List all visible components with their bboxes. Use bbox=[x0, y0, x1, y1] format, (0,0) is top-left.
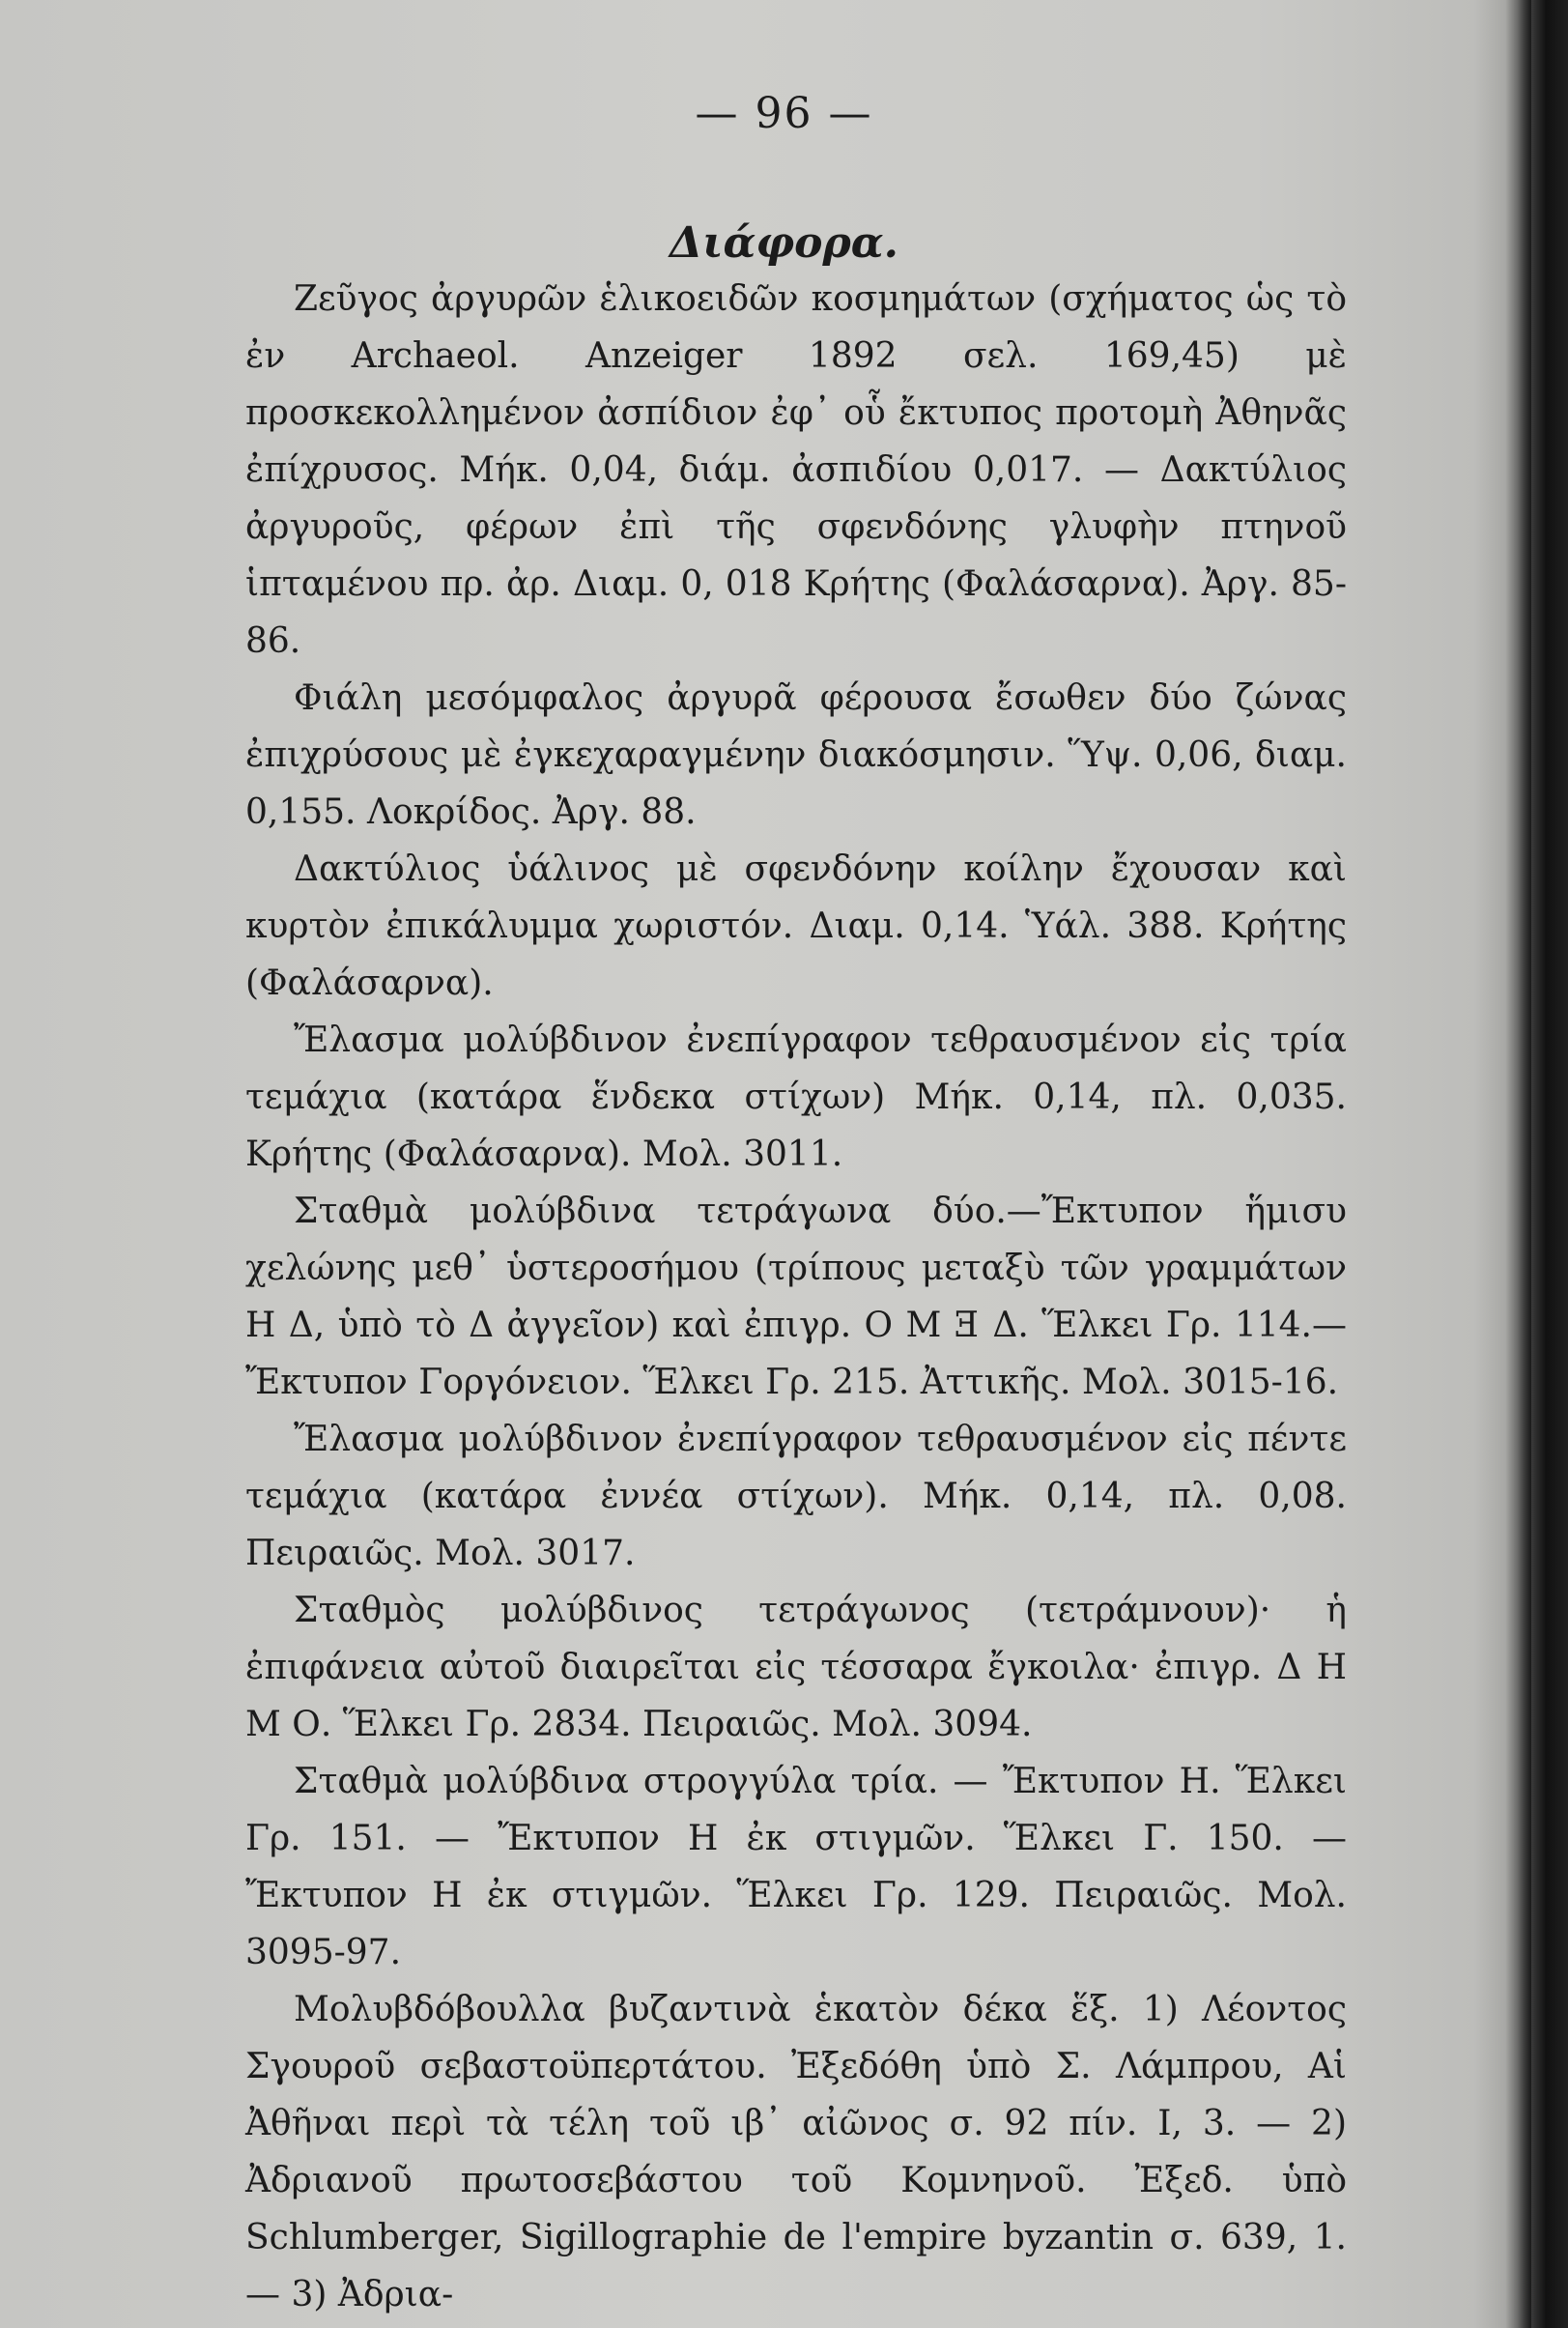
paragraph-4: Ἔλασμα μολύβδινον ἐνεπίγραφον τεθραυσμένον εἰς τρία τεμάχια (κατάρα ἕνδεκα στίχων) Μήκ. 0,14, πλ. 0,035. Κρήτης (Φαλάσαρνα). Μολ. 3011. bbox=[245, 1020, 1347, 1174]
paragraph-5: Σταθμὰ μολύβδινα τετράγωνα δύο.—Ἔκτυπον ἥμισυ χελώνης μεθ᾽ ὑστεροσήμου (τρίπους μεταξὺ τῶν γραμμάτων Η Δ, ὑπὸ τὸ Δ ἀγγεῖον) καὶ ἐπιγρ. Ο Μ Ǝ Δ. Ἕλκει Γρ. 114.— Ἔκτυπον Γοργόνειον. Ἕλκει Γρ. 215. Ἀττικῆς. Μολ. 3015-16. bbox=[245, 1192, 1347, 1402]
paragraph-3: Δακτύλιος ὑάλινος μὲ σφενδόνην κοίλην ἔχουσαν καὶ κυρτὸν ἐπικάλυμμα χωριστόν. Διαμ. 0,14. Ὑάλ. 388. Κρήτης (Φαλάσαρνα). bbox=[245, 849, 1347, 1003]
page-number: — 96 — bbox=[695, 89, 873, 138]
paragraph-9: Μολυβδόβουλλα βυζαντινὰ ἑκατὸν δέκα ἕξ. 1) Λέοντος Σγουροῦ σεβαστοϋπερτάτου. Ἐξεδόθη ὑπὸ Σ. Λάμπρου, Αἱ Ἀθῆναι περὶ τὰ τέλη τοῦ ιβ᾽ αἰῶνος σ. 92 πίν. I, 3. — 2) Ἀδριανοῦ πρωτοσεβάστου τοῦ Κομνηνοῦ. Ἐξεδ. ὑπὸ Schlumberger, Sigillographie de l'empire byzantin σ. 639, 1. — 3) Ἀδρια- bbox=[245, 1990, 1347, 2314]
paragraph-1: Ζεῦγος ἀργυρῶν ἑλικοειδῶν κοσμημάτων (σχήματος ὡς τὸ ἐν Archaeol. Anzeiger 1892 σελ. 169,45) μὲ προσκεκολλημένον ἀσπίδιον ἐφ᾽ οὗ ἔκτυπος προτομὴ Ἀθηνᾶς ἐπίχρυσος. Μήκ. 0,04, διάμ. ἀσπιδίου 0,017. — Δακτύλιος ἀργυροῦς, φέρων ἐπὶ τῆς σφενδόνης γλυφὴν πτηνοῦ ἱπταμένου πρ. ἀρ. Διαμ. 0, 018 Κρήτης (Φαλάσαρνα). Ἀργ. 85-86. bbox=[245, 279, 1347, 661]
body-text bbox=[245, 271, 1347, 2314]
paragraph-8: Σταθμὰ μολύβδινα στρογγύλα τρία. — Ἔκτυπον Η. Ἕλκει Γρ. 151. — Ἔκτυπον Η ἐκ στιγμῶν. Ἕλκει Γ. 150. — Ἔκτυπον Η ἐκ στιγμῶν. Ἕλκει Γρ. 129. Πειραιῶς. Μολ. 3095-97. bbox=[245, 1762, 1347, 1972]
binding-shadow bbox=[1518, 0, 1531, 2328]
section-title: Διάφορα. bbox=[670, 218, 898, 268]
paragraph-2: Φιάλη μεσόμφαλος ἀργυρᾶ φέρουσα ἔσωθεν δύο ζώνας ἐπιχρύσους μὲ ἐγκεχαραγμένην διακόσμησιν. Ὕψ. 0,06, διαμ. 0,155. Λοκρίδος. Ἀργ. 88. bbox=[245, 678, 1347, 832]
paragraph-6: Ἔλασμα μολύβδινον ἐνεπίγραφον τεθραυσμένον εἰς πέντε τεμάχια (κατάρα ἐννέα στίχων). Μήκ. 0,14, πλ. 0,08. Πειραιῶς. Μολ. 3017. bbox=[245, 1420, 1347, 1573]
paragraph-7: Σταθμὸς μολύβδινος τετράγωνος (τετράμνουν)· ἡ ἐπιφάνεια αὐτοῦ διαιρεῖται εἰς τέσσαρα ἔγκοιλα· ἐπιγρ. Δ Η Μ Ο. Ἕλκει Γρ. 2834. Πειραιῶς. Μολ. 3094. bbox=[245, 1591, 1347, 1744]
book-spine bbox=[1531, 0, 1568, 2328]
